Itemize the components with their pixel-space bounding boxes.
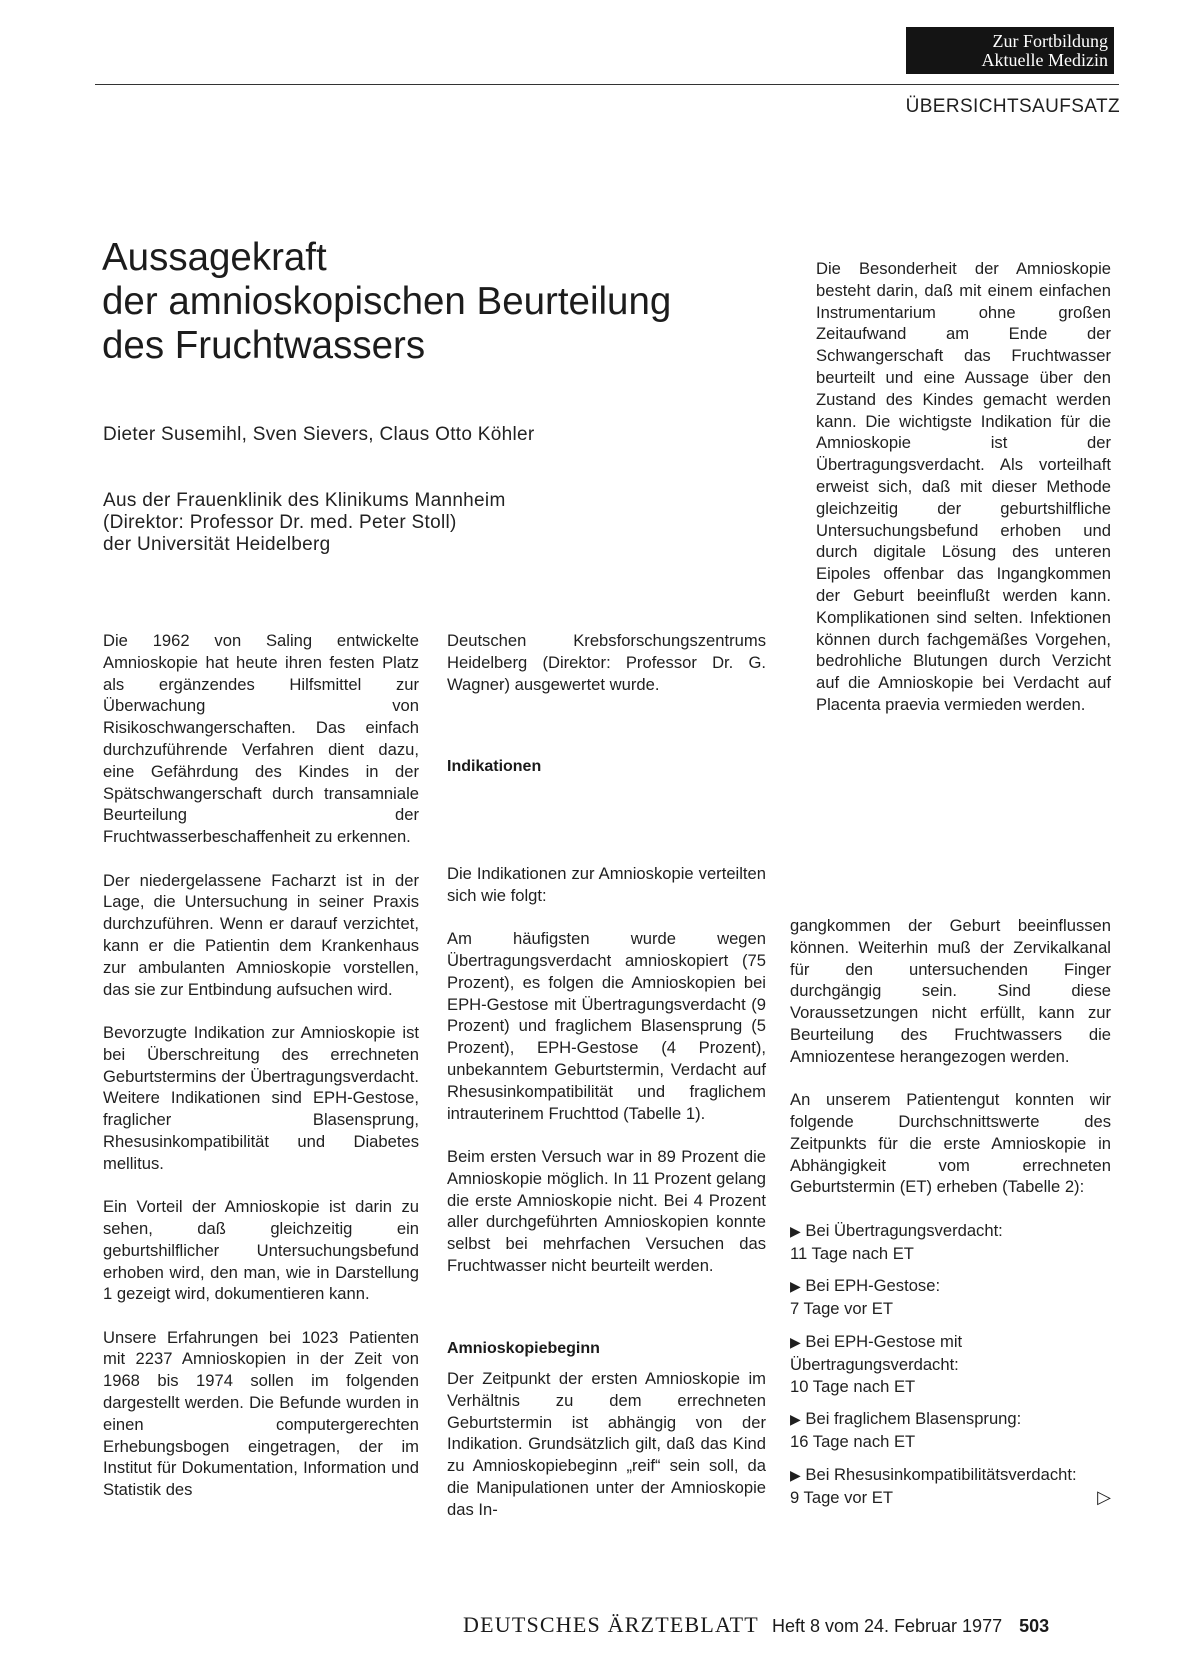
bullet-label: Bei Übertragungsverdacht:: [805, 1220, 1003, 1240]
continued-arrow-icon: ▷: [1097, 1486, 1111, 1507]
paragraph: An unserem Patientengut konnten wir folgende Durchschnittswerte des Zeitpunkts für die erste Amnioskopie in Abhängigkeit vom errechneten Geburtstermin (ET) erheben (Tabelle 2):: [790, 1090, 1111, 1197]
heading-amnioskopiebeginn: Amnioskopiebeginn: [447, 1340, 600, 1357]
list-item: [790, 1331, 1111, 1397]
bullet-label: Bei fraglichem Blasensprung:: [805, 1409, 1022, 1429]
bullet-value: 9 Tage vor ET: [790, 1487, 893, 1507]
list-item: [790, 1275, 1111, 1320]
title-line-3: des Fruchtwassers: [102, 324, 426, 367]
bullet-label: Bei EPH-Gestose:: [805, 1276, 941, 1296]
bullet-list: [790, 1220, 1111, 1509]
bullet-label: Bei Rhesusinkompatibilitätsverdacht:: [805, 1464, 1077, 1484]
list-item: [790, 1408, 1111, 1453]
bullet-value: 7 Tage vor ET: [790, 1299, 893, 1319]
list-item: [790, 1220, 1111, 1265]
paragraph: Der Zeitpunkt der ersten Amnioskopie im Verhältnis zu dem errechneten Geburtstermin ist abhängig von der Indikation. Grundsätzlich gilt, daß das Kind zu Amnioskopiebeginn „reif“ sein soll, da die Manipulationen unter der Amnioskopie das In-: [447, 1369, 766, 1519]
column-3-top: [816, 258, 1111, 737]
paragraph: gangkommen der Geburt beeinflussen können. Weiterhin muß der Zervikalkanal für den untersuchenden Finger durchgängig sein. Sind diese Voraussetzungen nicht erfüllt, kann zur Beurteilung des Fruchtwassers die Amniozentese herangezogen werden.: [790, 916, 1111, 1066]
triangle-bullet-icon: ▶: [790, 1333, 801, 1350]
authors: Dieter Susemihl, Sven Sievers, Claus Otto Köhler: [103, 424, 535, 445]
title-line-1: Aussagekraft: [102, 236, 327, 279]
affiliation: [103, 490, 506, 556]
bullet-label: Bei EPH-Gestose mit Übertragungsverdacht:: [790, 1331, 963, 1374]
paragraph: Ein Vorteil der Amnioskopie ist darin zu sehen, daß gleichzeitig ein geburtshilflicher Untersuchungsbefund erhoben wird, den man, wie in Darstellung 1 gezeigt wird, dokumentieren kann.: [103, 1197, 419, 1304]
column-2-top: [447, 630, 766, 717]
paragraph: Die Indikationen zur Amnioskopie verteilten sich wie folgt:: [447, 864, 766, 905]
affiliation-line-1: Aus der Frauenklinik des Klinikums Mannheim: [103, 490, 506, 511]
column-1: [103, 630, 419, 1523]
bullet-value: 11 Tage nach ET: [790, 1243, 914, 1263]
triangle-bullet-icon: ▶: [790, 1222, 801, 1239]
badge-line-2: Aktuelle Medizin: [981, 50, 1108, 70]
triangle-bullet-icon: ▶: [790, 1278, 801, 1295]
section-label: ÜBERSICHTSAUFSATZ: [905, 96, 1120, 117]
triangle-bullet-icon: ▶: [790, 1411, 801, 1428]
column-3: [790, 915, 1111, 1520]
paragraph: Unsere Erfahrungen bei 1023 Patienten mit 2237 Amnioskopien in der Zeit von 1968 bis 1974 sollen im folgenden dargestellt werden. Die Befunde wurden in einen computergerechten Erhebungsbogen eingetragen, der im Institut für Dokumentation, Information und Statistik des: [103, 1327, 419, 1500]
page-footer: [463, 1612, 1103, 1638]
paragraph: Bevorzugte Indikation zur Amnioskopie ist bei Überschreitung des errechneten Geburtstermins der Übertragungsverdacht. Weitere Indikationen sind EPH-Gestose, fraglicher Blasensprung, Rhesusinkompatibilität und Diabetes mellitus.: [103, 1022, 419, 1173]
section-badge: [906, 27, 1114, 74]
column-2-end: [447, 1368, 766, 1542]
paragraph: Deutschen Krebsforschungszentrums Heidelberg (Direktor: Professor Dr. G. Wagner) ausgewertet wurde.: [447, 631, 766, 694]
paragraph: Die 1962 von Saling entwickelte Amnioskopie hat heute ihren festen Platz als ergänzendes Hilfsmittel zur Überwachung von Risikoschwangerschaften. Das einfach durchzuführende Verfahren dient dazu, eine Gefährdung des Kindes in der Spätschwangerschaft durch transamniale Beurteilung der Fruchtwasserbeschaffenheit zu erkennen.: [103, 631, 419, 847]
page-number: 503: [1019, 1616, 1050, 1636]
bullet-value: 10 Tage nach ET: [790, 1376, 916, 1396]
affiliation-line-3: der Universität Heidelberg: [103, 534, 331, 555]
paragraph: Am häufigsten wurde wegen Übertragungsverdacht amnioskopiert (75 Prozent), es folgen die Amnioskopien bei EPH-Gestose mit Übertragungsverdacht (9 Prozent) und fraglichem Blasensprung (5 Prozent), EPH-Gestose (4 Prozent), unbekanntem Geburtstermin, Verdacht auf Rhesusinkompatibilität und fraglichem intrauterinem Fruchttod (Tabelle 1).: [447, 929, 766, 1123]
title-line-2: der amnioskopischen Beurteilung: [102, 280, 672, 323]
affiliation-line-2: (Direktor: Professor Dr. med. Peter Stoll): [103, 512, 457, 533]
paragraph: Beim ersten Versuch war in 89 Prozent die Amnioskopie möglich. In 11 Prozent gelang die erste Amnioskopie nicht. Bei 4 Prozent aller durchgeführten Amnioskopien konnte selbst bei mehrfachen Versuchen das Fruchtwasser nicht beurteilt werden.: [447, 1146, 766, 1275]
bullet-value: 16 Tage nach ET: [790, 1432, 916, 1452]
journal-name: DEUTSCHES ÄRZTEBLATT: [463, 1612, 759, 1637]
heading-indikationen: Indikationen: [447, 758, 542, 775]
list-item: [790, 1464, 1111, 1509]
article-title: [102, 236, 742, 368]
issue-info: Heft 8 vom 24. Februar 1977: [771, 1616, 1003, 1636]
triangle-bullet-icon: ▶: [790, 1466, 801, 1483]
column-2: [447, 863, 766, 1298]
paragraph: Die Besonderheit der Amnioskopie besteht darin, daß mit einem einfachen Instrumentarium ohne großen Zeitaufwand am Ende der Schwangerschaft das Fruchtwasser beurteilt und eine Aussage über den Zustand des Kindes gemacht werden kann. Die wichtigste Indikation für die Amnioskopie ist der Übertragungsverdacht. Als vorteilhaft erweist sich, daß mit dieser Methode gleichzeitig der geburtshilfliche Untersuchungsbefund erhoben und durch digitale Lösung des unteren Eipoles offenbar das Ingangkommen der Geburt beeinflußt werden kann. Komplikationen sind selten. Infektionen können durch fachgemäßes Vorgehen, bedrohliche Blutungen durch Verzicht auf die Amnioskopie bei Verdacht auf Placenta praevia vermieden werden.: [816, 259, 1111, 714]
badge-line-1: Zur Fortbildung: [992, 31, 1108, 51]
header-rule: [95, 84, 1119, 85]
paragraph: Der niedergelassene Facharzt ist in der Lage, die Untersuchung in seiner Praxis durchzuführen. Wenn er darauf verzichtet, kann er die Patientin dem Krankenhaus zur ambulanten Amnioskopie vorstellen, das sie zur Entbindung aufsuchen wird.: [103, 870, 419, 999]
